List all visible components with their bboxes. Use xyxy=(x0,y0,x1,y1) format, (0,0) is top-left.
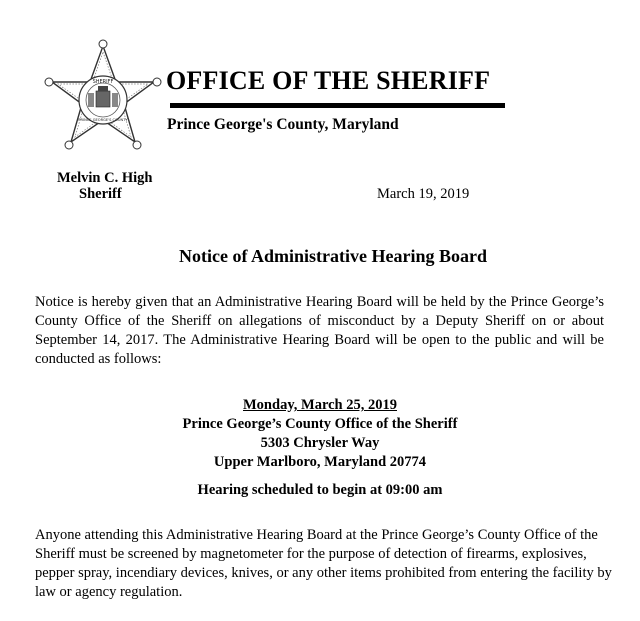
letter-date: March 19, 2019 xyxy=(377,186,470,202)
sheriff-star-badge-icon xyxy=(38,38,168,152)
hearing-date: Monday, March 25, 2019 xyxy=(243,397,397,413)
badge-text-top: SHERIFF xyxy=(92,79,114,85)
county-subtitle: Prince George's County, Maryland xyxy=(167,116,399,133)
office-title: OFFICE OF THE SHERIFF xyxy=(166,66,491,95)
hearing-time: Hearing scheduled to begin at 09:00 am xyxy=(197,482,443,498)
hearing-details xyxy=(0,396,640,472)
screening-paragraph: Anyone attending this Administrative Hearing Board at the Prince George’s County Office of the Sheriff must be screened by magnetometer for the purpose of detection of firearms, explosives, pepper spray, incendiary devices, knives, or any other items prohibited from entering the facility by law or agency regulation. xyxy=(35,527,612,600)
hearing-location: Prince George’s County Office of the Sheriff xyxy=(182,416,458,432)
notice-paragraph: Notice is hereby given that an Administrative Hearing Board will be held by the Prince George’s County Office of the Sheriff on allegations of misconduct by a Deputy Sheriff on or about September 14, 2017. The Administrative Hearing Board will be open to the public and will be conducted as follows: xyxy=(35,294,604,367)
notice-title: Notice of Administrative Hearing Board xyxy=(179,246,487,266)
sheriff-name: Melvin C. High xyxy=(57,170,153,186)
hearing-city: Upper Marlboro, Maryland 20774 xyxy=(213,454,427,470)
badge-text-bottom: PRINCE GEORGE'S COUNTY xyxy=(78,118,128,122)
header-rule xyxy=(170,103,505,108)
hearing-street: 5303 Chrysler Way xyxy=(260,435,380,451)
sheriff-title: Sheriff xyxy=(79,186,122,202)
